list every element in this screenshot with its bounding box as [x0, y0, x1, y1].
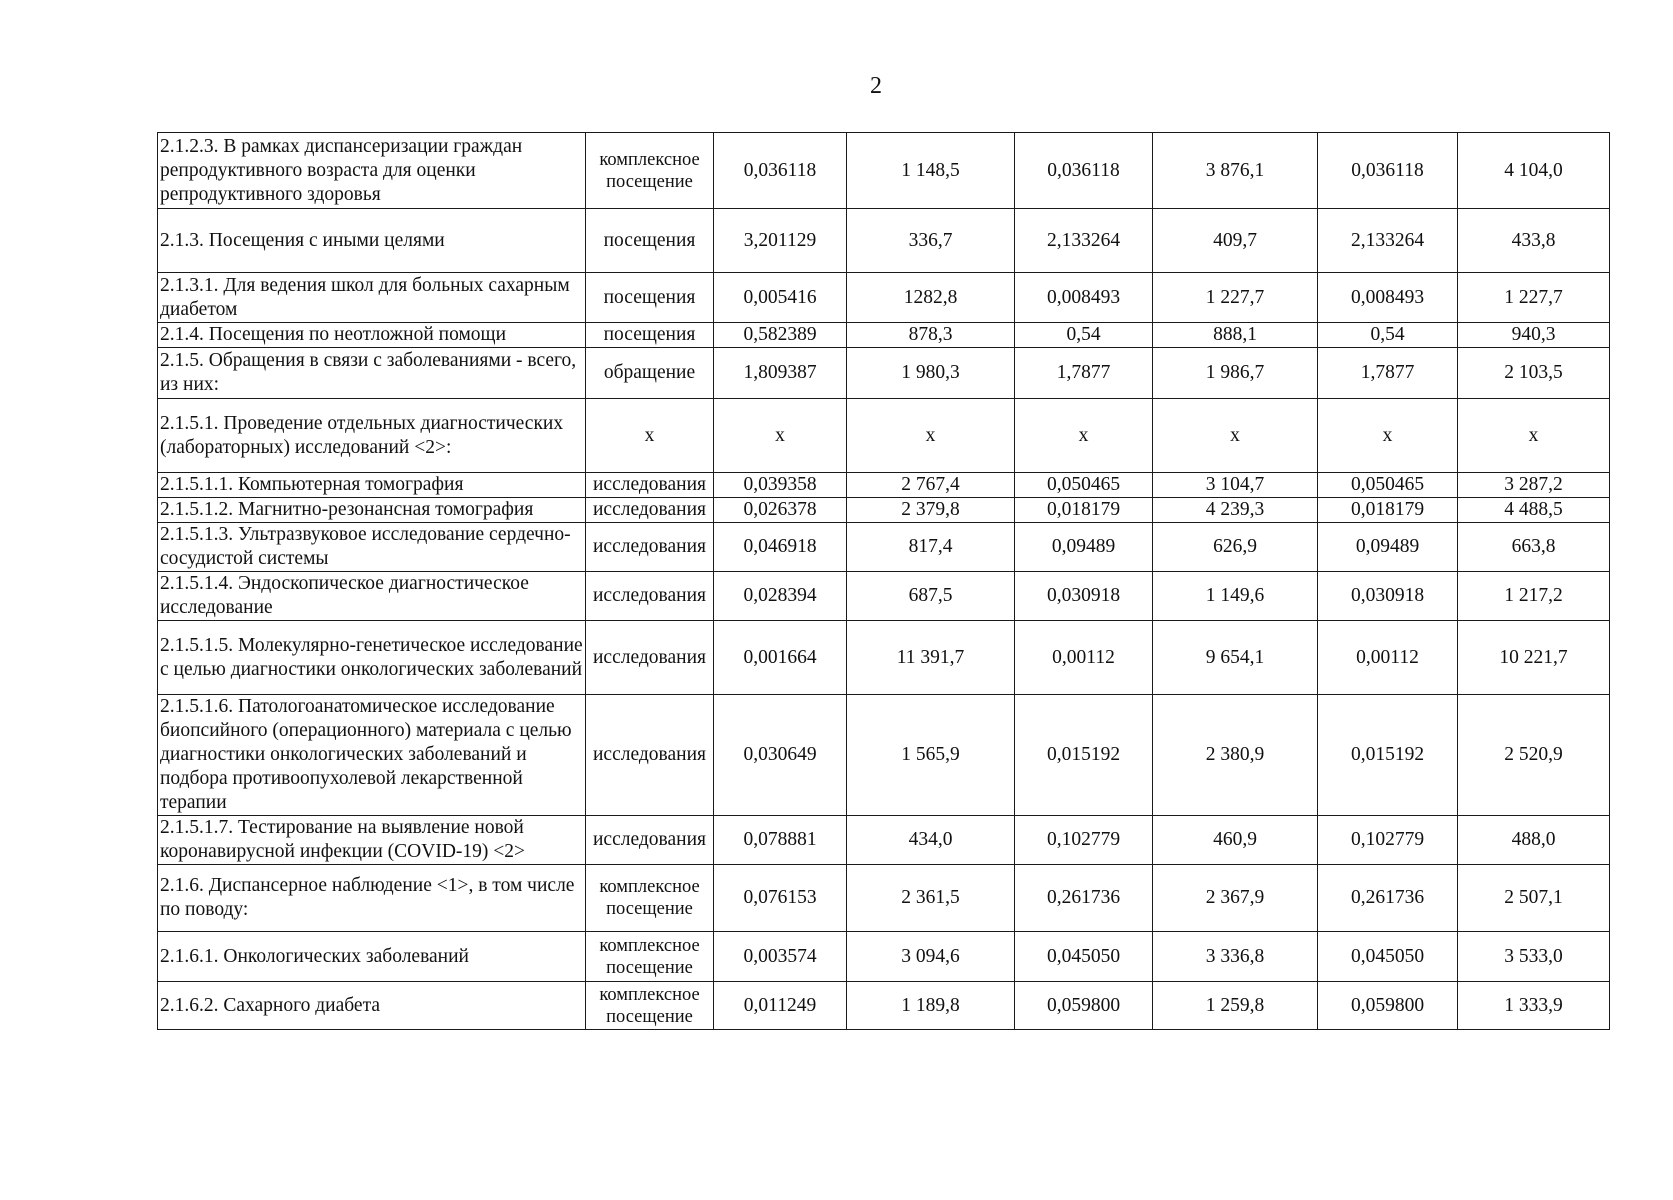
value-cell-1: 0,028394	[714, 572, 847, 621]
value-cell-5: 0,036118	[1318, 133, 1458, 209]
value-cell-6: 1 227,7	[1458, 273, 1610, 323]
table-row	[158, 498, 1610, 523]
value-cell-5: 0,09489	[1318, 523, 1458, 572]
value-cell-2: х	[847, 399, 1015, 473]
unit-cell: исследования	[586, 523, 714, 572]
value-cell-2: 336,7	[847, 209, 1015, 273]
value-cell-4: 460,9	[1153, 816, 1318, 865]
value-cell-2: 687,5	[847, 572, 1015, 621]
value-cell-3: 0,050465	[1015, 473, 1153, 498]
value-cell-5: х	[1318, 399, 1458, 473]
unit-cell: исследования	[586, 695, 714, 816]
unit-cell: посещения	[586, 209, 714, 273]
value-cell-6: 4 488,5	[1458, 498, 1610, 523]
value-cell-5: 0,030918	[1318, 572, 1458, 621]
unit-cell: исследования	[586, 572, 714, 621]
value-cell-2: 1 189,8	[847, 982, 1015, 1030]
row-name-cell: 2.1.2.3. В рамках диспансеризации граждан репродуктивного возраста для оценки репродуктивного здоровья	[158, 133, 586, 209]
value-cell-6: 1 217,2	[1458, 572, 1610, 621]
value-cell-3: 0,015192	[1015, 695, 1153, 816]
value-cell-2: 2 767,4	[847, 473, 1015, 498]
value-cell-3: 0,059800	[1015, 982, 1153, 1030]
unit-cell: комплексное посещение	[586, 133, 714, 209]
row-name-cell: 2.1.5.1. Проведение отдельных диагностических (лабораторных) исследований <2>:	[158, 399, 586, 473]
table-row	[158, 323, 1610, 348]
value-cell-2: 878,3	[847, 323, 1015, 348]
row-name-cell: 2.1.5.1.1. Компьютерная томография	[158, 473, 586, 498]
value-cell-6: 2 520,9	[1458, 695, 1610, 816]
value-cell-4: 1 986,7	[1153, 348, 1318, 399]
table-row	[158, 348, 1610, 399]
page-number: 2	[870, 73, 882, 99]
value-cell-3: 0,008493	[1015, 273, 1153, 323]
value-cell-5: 0,261736	[1318, 865, 1458, 932]
value-cell-5: 1,7877	[1318, 348, 1458, 399]
row-name-cell: 2.1.5.1.7. Тестирование на выявление новой коронавирусной инфекции (COVID-19) <2>	[158, 816, 586, 865]
value-cell-5: 0,045050	[1318, 932, 1458, 982]
row-name-cell: 2.1.6.1. Онкологических заболеваний	[158, 932, 586, 982]
value-cell-6: 1 333,9	[1458, 982, 1610, 1030]
value-cell-1: 0,039358	[714, 473, 847, 498]
unit-cell: комплексное посещение	[586, 982, 714, 1030]
value-cell-4: 9 654,1	[1153, 621, 1318, 695]
value-cell-1: 1,809387	[714, 348, 847, 399]
table-row	[158, 273, 1610, 323]
value-cell-4: 3 876,1	[1153, 133, 1318, 209]
value-cell-6: 2 103,5	[1458, 348, 1610, 399]
value-cell-6: 4 104,0	[1458, 133, 1610, 209]
value-cell-3: 0,030918	[1015, 572, 1153, 621]
value-cell-5: 0,54	[1318, 323, 1458, 348]
value-cell-1: 3,201129	[714, 209, 847, 273]
table-row	[158, 621, 1610, 695]
value-cell-3: 0,018179	[1015, 498, 1153, 523]
table-row	[158, 133, 1610, 209]
row-name-cell: 2.1.5.1.3. Ультразвуковое исследование сердечно-сосудистой системы	[158, 523, 586, 572]
unit-cell: исследования	[586, 498, 714, 523]
value-cell-4: 2 380,9	[1153, 695, 1318, 816]
table-row	[158, 865, 1610, 932]
table-row	[158, 816, 1610, 865]
row-name-cell: 2.1.5.1.6. Патологоанатомическое исследование биопсийного (операционного) материала с целью диагностики онкологических заболеваний и подбора противоопухолевой лекарственной терапии	[158, 695, 586, 816]
row-name-cell: 2.1.5.1.5. Молекулярно-генетическое исследование с целью диагностики онкологических заболеваний	[158, 621, 586, 695]
row-name-cell: 2.1.3. Посещения с иными целями	[158, 209, 586, 273]
value-cell-3: х	[1015, 399, 1153, 473]
value-cell-2: 3 094,6	[847, 932, 1015, 982]
value-cell-1: х	[714, 399, 847, 473]
value-cell-1: 0,001664	[714, 621, 847, 695]
unit-cell: исследования	[586, 816, 714, 865]
table-row	[158, 523, 1610, 572]
value-cell-5: 2,133264	[1318, 209, 1458, 273]
value-cell-2: 2 379,8	[847, 498, 1015, 523]
row-name-cell: 2.1.5. Обращения в связи с заболеваниями - всего, из них:	[158, 348, 586, 399]
value-cell-3: 0,045050	[1015, 932, 1153, 982]
value-cell-3: 0,261736	[1015, 865, 1153, 932]
value-cell-2: 817,4	[847, 523, 1015, 572]
value-cell-3: 0,102779	[1015, 816, 1153, 865]
value-cell-4: 4 239,3	[1153, 498, 1318, 523]
row-name-cell: 2.1.5.1.4. Эндоскопическое диагностическое исследование	[158, 572, 586, 621]
value-cell-2: 1282,8	[847, 273, 1015, 323]
value-cell-1: 0,076153	[714, 865, 847, 932]
value-cell-5: 0,015192	[1318, 695, 1458, 816]
value-cell-1: 0,078881	[714, 816, 847, 865]
value-cell-4: 888,1	[1153, 323, 1318, 348]
value-cell-2: 11 391,7	[847, 621, 1015, 695]
value-cell-1: 0,026378	[714, 498, 847, 523]
row-name-cell: 2.1.4. Посещения по неотложной помощи	[158, 323, 586, 348]
value-cell-5: 0,008493	[1318, 273, 1458, 323]
unit-cell: обращение	[586, 348, 714, 399]
value-cell-6: х	[1458, 399, 1610, 473]
table-row	[158, 209, 1610, 273]
table-row	[158, 932, 1610, 982]
value-cell-4: 409,7	[1153, 209, 1318, 273]
value-cell-5: 0,102779	[1318, 816, 1458, 865]
unit-cell: комплексное посещение	[586, 865, 714, 932]
row-name-cell: 2.1.6.2. Сахарного диабета	[158, 982, 586, 1030]
value-cell-1: 0,005416	[714, 273, 847, 323]
value-cell-4: 3 336,8	[1153, 932, 1318, 982]
value-cell-1: 0,030649	[714, 695, 847, 816]
value-cell-2: 1 980,3	[847, 348, 1015, 399]
standards-table	[157, 132, 1610, 1030]
unit-cell: посещения	[586, 323, 714, 348]
value-cell-1: 0,036118	[714, 133, 847, 209]
value-cell-4: 2 367,9	[1153, 865, 1318, 932]
unit-cell: комплексное посещение	[586, 932, 714, 982]
value-cell-4: 1 259,8	[1153, 982, 1318, 1030]
value-cell-3: 0,54	[1015, 323, 1153, 348]
value-cell-1: 0,003574	[714, 932, 847, 982]
value-cell-4: 3 104,7	[1153, 473, 1318, 498]
value-cell-2: 434,0	[847, 816, 1015, 865]
value-cell-5: 0,059800	[1318, 982, 1458, 1030]
row-name-cell: 2.1.6. Диспансерное наблюдение <1>, в том числе по поводу:	[158, 865, 586, 932]
value-cell-6: 10 221,7	[1458, 621, 1610, 695]
value-cell-6: 2 507,1	[1458, 865, 1610, 932]
row-name-cell: 2.1.3.1. Для ведения школ для больных сахарным диабетом	[158, 273, 586, 323]
value-cell-2: 1 565,9	[847, 695, 1015, 816]
value-cell-6: 663,8	[1458, 523, 1610, 572]
value-cell-5: 0,018179	[1318, 498, 1458, 523]
value-cell-4: 1 149,6	[1153, 572, 1318, 621]
value-cell-3: 1,7877	[1015, 348, 1153, 399]
value-cell-5: 0,00112	[1318, 621, 1458, 695]
value-cell-4: х	[1153, 399, 1318, 473]
value-cell-3: 2,133264	[1015, 209, 1153, 273]
value-cell-2: 1 148,5	[847, 133, 1015, 209]
table-row	[158, 473, 1610, 498]
value-cell-4: 626,9	[1153, 523, 1318, 572]
value-cell-3: 0,09489	[1015, 523, 1153, 572]
table-row	[158, 695, 1610, 816]
value-cell-3: 0,036118	[1015, 133, 1153, 209]
table-body	[158, 133, 1610, 1030]
unit-cell: х	[586, 399, 714, 473]
value-cell-6: 488,0	[1458, 816, 1610, 865]
value-cell-2: 2 361,5	[847, 865, 1015, 932]
value-cell-6: 3 287,2	[1458, 473, 1610, 498]
row-name-cell: 2.1.5.1.2. Магнитно-резонансная томография	[158, 498, 586, 523]
table-row	[158, 982, 1610, 1030]
unit-cell: посещения	[586, 273, 714, 323]
value-cell-1: 0,046918	[714, 523, 847, 572]
value-cell-6: 3 533,0	[1458, 932, 1610, 982]
value-cell-1: 0,011249	[714, 982, 847, 1030]
table-row	[158, 572, 1610, 621]
unit-cell: исследования	[586, 473, 714, 498]
value-cell-1: 0,582389	[714, 323, 847, 348]
value-cell-6: 433,8	[1458, 209, 1610, 273]
value-cell-5: 0,050465	[1318, 473, 1458, 498]
table-row	[158, 399, 1610, 473]
value-cell-3: 0,00112	[1015, 621, 1153, 695]
value-cell-6: 940,3	[1458, 323, 1610, 348]
unit-cell: исследования	[586, 621, 714, 695]
value-cell-4: 1 227,7	[1153, 273, 1318, 323]
